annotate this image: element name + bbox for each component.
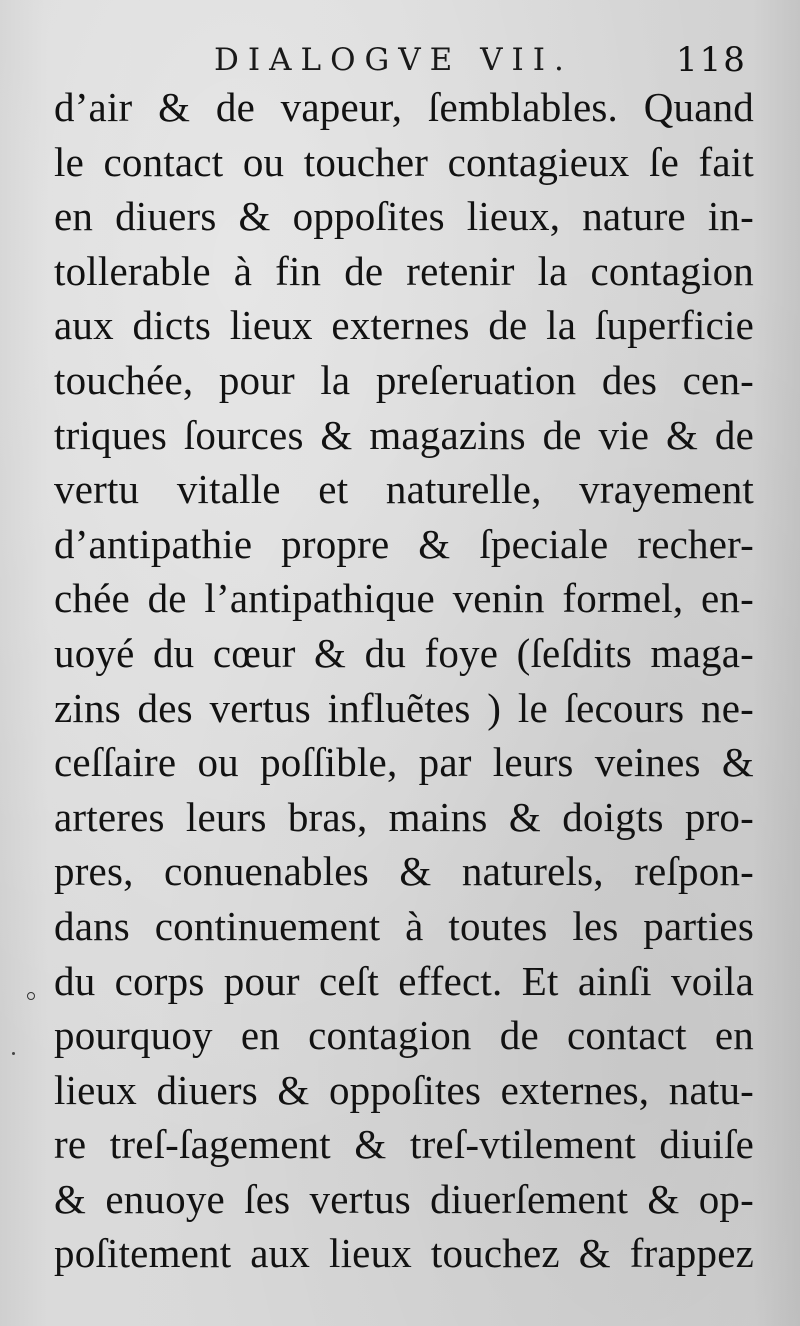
- page-number: 118: [676, 40, 747, 80]
- text-line: d’antipathie propre & ſpeciale recher-: [54, 520, 754, 567]
- text-line: zins des vertus influẽtes ) le ſecours ne-: [54, 684, 754, 731]
- text-line: re treſ-ſagement & treſ-vtilement diuiſe: [54, 1121, 754, 1168]
- text-line: poſitement aux lieux touchez & frappez: [54, 1230, 754, 1277]
- text-line: tollerable à fin de retenir la contagion: [54, 247, 754, 294]
- text-line: touchée, pour la preſeruation des cen-: [54, 356, 754, 403]
- text-line: d’air & de vapeur, ſemblables. Quand: [54, 84, 754, 130]
- text-line: pourquoy en contagion de contact en: [54, 1012, 754, 1059]
- text-line: pres, conuenables & naturels, reſpon-: [54, 848, 754, 895]
- margin-mark: [12, 1052, 15, 1055]
- text-line: le contact ou toucher contagieux ſe fait: [54, 138, 754, 185]
- text-line: chée de l’antipathique venin formel, en-: [54, 575, 754, 622]
- text-line: triques ſources & magazins de vie & de: [54, 411, 754, 458]
- text-line: du corps pour ceſt effect. Et ainſi voila: [54, 957, 754, 1004]
- text-line: en diuers & oppoſites lieux, nature in-: [54, 193, 754, 240]
- running-head: DIALOGVE VII.: [214, 42, 573, 78]
- text-line: lieux diuers & oppoſites externes, natu-: [54, 1066, 754, 1113]
- text-line: vertu vitalle et naturelle, vrayement: [54, 466, 754, 513]
- text-line: & enuoye ſes vertus diuerſement & op-: [54, 1175, 754, 1222]
- margin-mark: [27, 992, 35, 1000]
- text-line: aux dicts lieux externes de la ſuperficie: [54, 302, 754, 349]
- text-line: ceſſaire ou poſſible, par leurs veines &: [54, 739, 754, 786]
- text-line: uoyé du cœur & du foye (ſeſdits maga-: [54, 629, 754, 676]
- text-line: arteres leurs bras, mains & doigts pro-: [54, 793, 754, 840]
- body-text: [54, 80, 754, 1281]
- text-line: dans continuement à toutes les parties: [54, 902, 754, 949]
